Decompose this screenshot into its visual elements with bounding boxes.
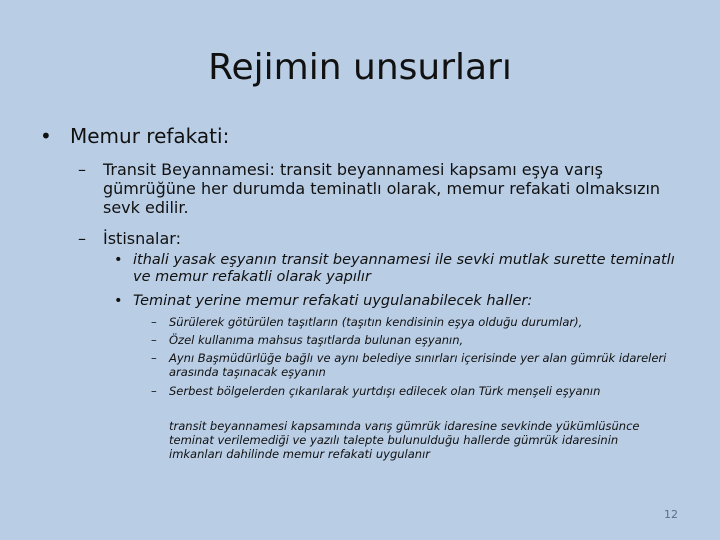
case-item — [151, 333, 671, 347]
page-number: 12 — [664, 508, 678, 521]
bullet-marker: • — [114, 252, 123, 268]
case-text: Aynı Başmüdürlüğe bağlı ve aynı belediye sınırları içerisinde yer alan gümrük idareleri arasında taşınacak eşyanın — [169, 351, 667, 379]
dash-marker: – — [151, 315, 157, 329]
dash-marker: – — [78, 160, 86, 179]
closing-note: transit beyannamesi kapsamında varış gümrük idaresine sevkinde yükümlüsünce teminat verilemediği ve yazılı talepte bulunulduğu hallerde gümrük idaresinin imkanları dahilinde memur refakati uygulanır — [169, 419, 640, 461]
dash-marker: – — [151, 333, 157, 347]
bullet-text: Memur refakati: — [70, 124, 230, 148]
exception-text: ithali yasak eşyanın transit beyannamesi ile sevki mutlak surette teminatlı ve memur refakatli olarak yapılır — [133, 252, 675, 285]
dash-marker: – — [151, 351, 157, 365]
case-item — [151, 315, 671, 329]
slide-title: Rejimin unsurları — [208, 47, 512, 88]
bullet-marker: • — [40, 124, 52, 148]
bullet-marker: • — [114, 293, 123, 309]
sub-bullet-text: İstisnalar: — [103, 229, 181, 248]
exception-text: Teminat yerine memur refakati uygulanabilecek haller: — [133, 293, 533, 309]
dash-marker: – — [151, 384, 157, 398]
exception-item-ithali-yasak — [114, 252, 684, 286]
dash-marker: – — [78, 229, 86, 248]
case-text: Özel kullanıma mahsus taşıtlarda bulunan eşyanın, — [169, 333, 464, 347]
exception-item-teminat-yerine — [114, 293, 684, 310]
case-item — [151, 351, 671, 379]
sub-bullet-transit-beyannamesi — [78, 160, 688, 217]
sub-bullet-text: Transit Beyannamesi: transit beyannamesi kapsamı eşya varış gümrüğüne her durumda teminatlı olarak, memur refakati olmaksızın sevk edilir. — [103, 160, 661, 217]
case-item — [151, 384, 671, 398]
case-text: Sürülerek götürülen taşıtların (taşıtın kendisinin eşya olduğu durumlar), — [169, 315, 583, 329]
bullet-memur-refakati — [40, 124, 680, 148]
case-text: Serbest bölgelerden çıkarılarak yurtdışı edilecek olan Türk menşeli eşyanın — [169, 384, 601, 398]
sub-bullet-istisnalar — [78, 229, 688, 248]
